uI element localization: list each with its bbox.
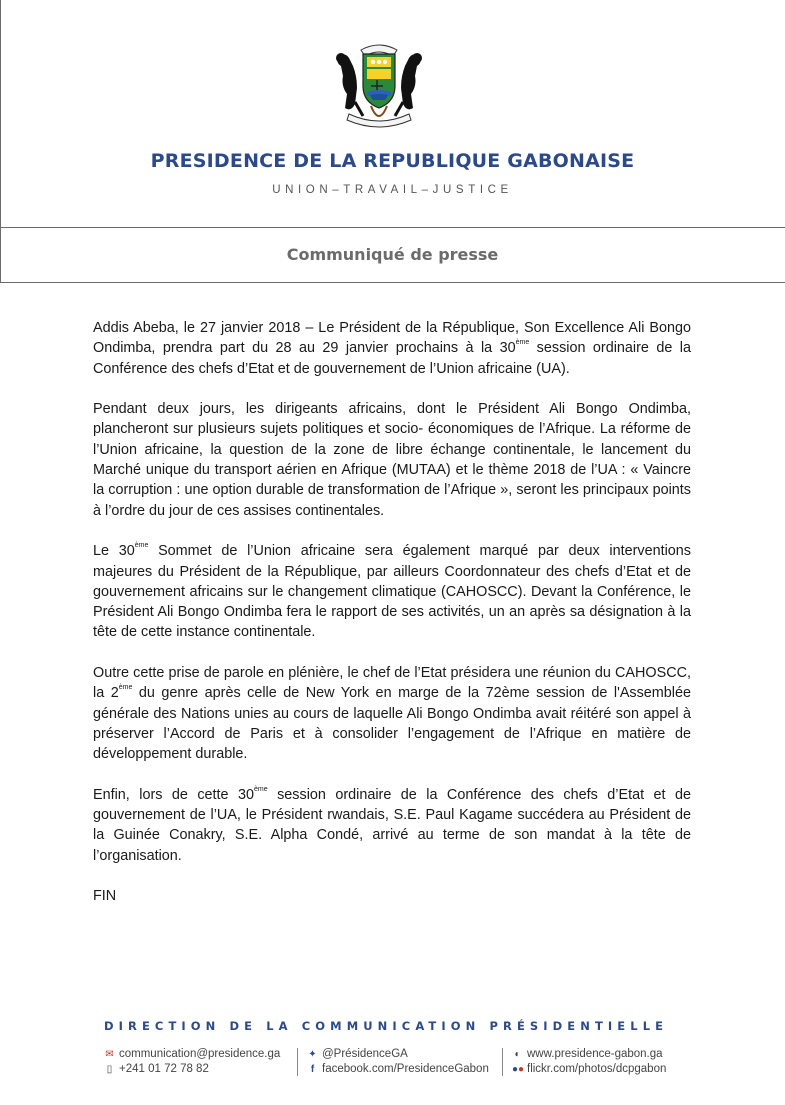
organization-title: PRESIDENCE DE LA REPUBLIQUE GABONAISE	[150, 150, 635, 172]
footer-separator-1	[297, 1048, 298, 1076]
contact-email[interactable]: ✉ communication@presidence.ga	[105, 1048, 281, 1060]
email-icon: ✉	[105, 1049, 114, 1060]
document-type-heading: Communiqué de presse	[286, 245, 499, 264]
flickr-icon: ●●	[512, 1064, 525, 1075]
globe-icon: ◐	[514, 1049, 521, 1060]
contact-website[interactable]: ◐ www.presidence-gabon.ga	[512, 1048, 663, 1060]
paragraph-3: Le 30ème Sommet de l’Union africaine sera également marqué par deux interventions majeures du Président de la République, par ailleurs Coordonnateur des chefs d’Etat et de gouvernement africains sur le changement climatique (CAHOSCC). Devant la Conférence, le Président Ali Bongo Ondimba fera le rapport de ses activités, un an après sa désignation à la tête de cette instance continentale.	[93, 542, 692, 641]
twitter-icon: ✦	[308, 1049, 317, 1060]
frame-left-border	[0, 0, 1, 282]
press-release-body	[93, 318, 691, 927]
contact-flickr[interactable]: ●● flickr.com/photos/dcpgabon	[512, 1063, 667, 1075]
paragraph-1: Addis Abeba, le 27 janvier 2018 – Le Président de la République, Son Excellence Ali Bongo Ondimba, prendra part du 28 au 29 janvier prochains à la 30ème session ordinaire de la Conférence des chefs d’Etat et de gouvernement de l’Union africaine (UA).	[93, 320, 691, 377]
gabon-coat-of-arms-emblem	[327, 36, 431, 134]
facebook-icon: f	[310, 1064, 315, 1075]
doctype-divider	[0, 282, 785, 283]
contact-twitter[interactable]: ✦ @PrésidenceGA	[308, 1048, 408, 1060]
contact-facebook[interactable]: f facebook.com/PresidenceGabon	[307, 1063, 489, 1075]
contact-phone[interactable]: ▯ +241 01 72 78 82	[104, 1063, 209, 1075]
dateline: Addis Abeba, le 27 janvier 2018 –	[93, 320, 314, 336]
national-motto: UNION–TRAVAIL–JUSTICE	[272, 184, 513, 196]
footer-department-title: DIRECTION DE LA COMMUNICATION PRÉSIDENTIELLE	[104, 1019, 669, 1033]
paragraph-4: Outre cette prise de parole en plénière, le chef de l’Etat présidera une réunion du CAHOSCC, la 2ème du genre après celle de New York en marge de la 72ème session de l'Assemblée générale des Nations unies au cours de laquelle Ali Bongo Ondimba avait réitéré son appel à préserver l’Accord de Paris et à consolider l’engagement de l’Afrique en matière de développement durable.	[93, 665, 692, 763]
header-divider	[0, 227, 785, 228]
paragraph-5: Enfin, lors de cette 30ème session ordinaire de la Conférence des chefs d’Etat et de gouvernement de l’UA, le Président rwandais, S.E. Paul Kagame succédera au Président de la Guinée Conakry, S.E. Alpha Condé, arrivé au terme de son mandat à la tête de l’organisation.	[93, 785, 692, 864]
phone-icon: ▯	[106, 1064, 113, 1075]
footer-separator-2	[502, 1048, 503, 1076]
end-marker: FIN	[93, 888, 117, 905]
paragraph-2: Pendant deux jours, les dirigeants africains, dont le Président Ali Bongo Ondimba, plancheront sur plusieurs sujets politiques et socio- économiques de l’Afrique. La réforme de l’Union africaine, la question de la zone de libre échange continentale, le lancement du Marché unique du transport aérien en Afrique (MUTAA) et le thème 2018 de l’UA : « Vaincre la corruption : une option durable de transformation de l’Afrique », seront les principaux points à l’ordre du jour de ces assises continentales.	[93, 401, 691, 519]
